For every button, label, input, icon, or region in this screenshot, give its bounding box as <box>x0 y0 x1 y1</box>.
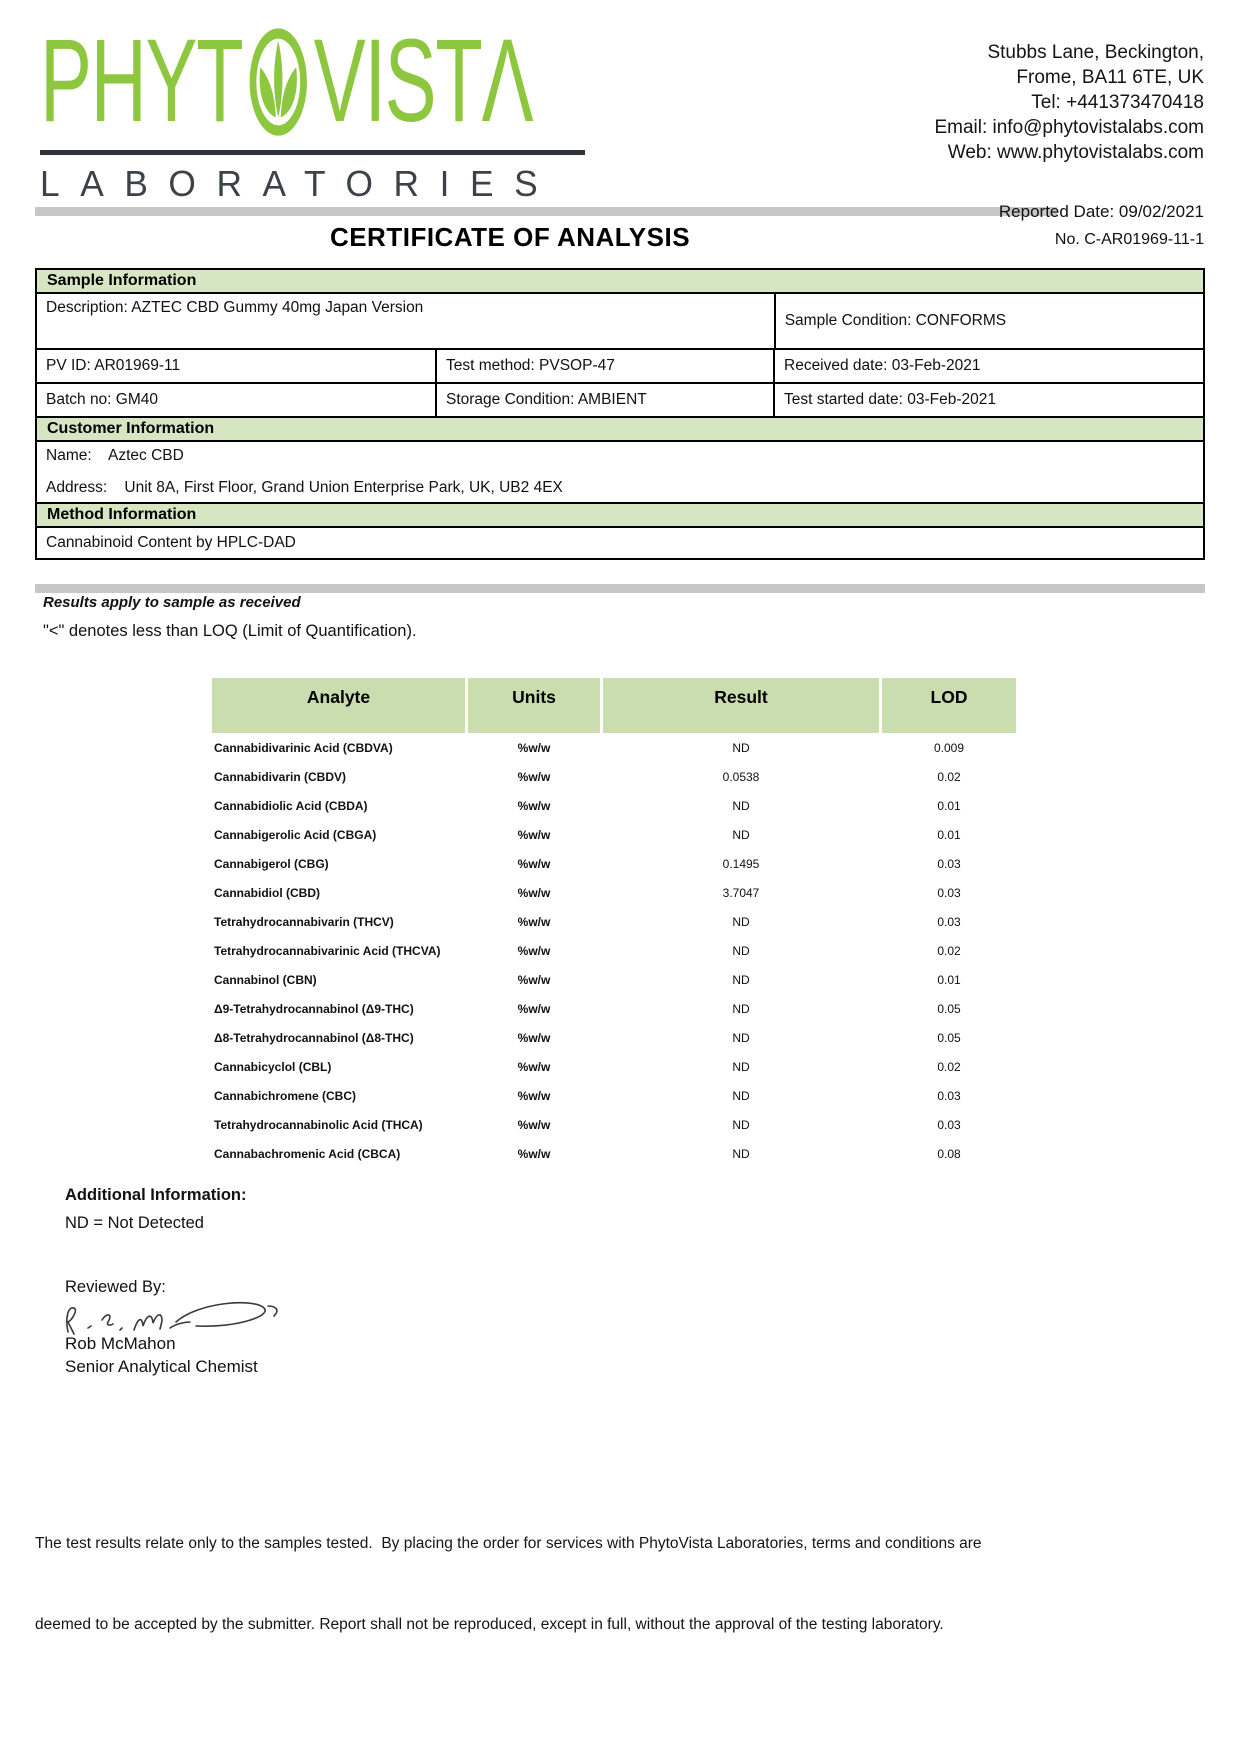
logo-text-left: PHYT <box>40 15 243 147</box>
received-date: Received date: 03-Feb-2021 <box>773 348 1205 384</box>
analyte-units: %w/w <box>517 1117 551 1132</box>
logo-wordmark <box>40 15 533 147</box>
analyte-lod: 0.01 <box>937 798 961 813</box>
table-row <box>212 849 1016 878</box>
analyte-result: ND <box>732 1088 750 1103</box>
analyte-units: %w/w <box>517 1059 551 1074</box>
analyte-units: %w/w <box>517 1001 551 1016</box>
analyte-lod: 0.009 <box>933 740 965 755</box>
analyte-name: Cannabigerol (CBG) <box>214 856 329 871</box>
analyte-result: 0.0538 <box>722 769 760 784</box>
analyte-lod: 0.01 <box>937 827 961 842</box>
header-divider-bar <box>35 207 1057 216</box>
footer-line1: The test results relate only to the samples tested. By placing the order for services with PhytoVista Laboratories, terms and conditions are <box>35 1535 982 1552</box>
test-method: Test method: PVSOP-47 <box>435 348 775 384</box>
section-divider-bar <box>35 584 1205 593</box>
report-number: No. C-AR01969-11-1 <box>1054 231 1204 248</box>
table-row <box>212 762 1016 791</box>
analyte-units: %w/w <box>517 943 551 958</box>
footer-line2: deemed to be accepted by the submitter. Report shall not be reproduced, except in full, without the approval of the testing laboratory. <box>35 1616 944 1633</box>
contact-address-line1: Stubbs Lane, Beckington, <box>987 42 1204 63</box>
analyte-result: ND <box>732 943 750 958</box>
analyte-result: ND <box>732 798 750 813</box>
analyte-name: Tetrahydrocannabivarinic Acid (THCVA) <box>214 943 441 958</box>
test-started-date: Test started date: 03-Feb-2021 <box>773 382 1205 418</box>
results-table <box>212 678 1016 1168</box>
pv-id: PV ID: AR01969-11 <box>35 348 437 384</box>
customer-name: Name: Aztec CBD <box>46 447 184 464</box>
analyte-lod: 0.02 <box>937 943 961 958</box>
analyte-result: ND <box>732 914 750 929</box>
sample-condition: Sample Condition: CONFORMS <box>774 292 1205 350</box>
analyte-name: Cannabidiolic Acid (CBDA) <box>214 798 368 813</box>
sample-batch-row <box>35 382 1205 418</box>
analyte-lod: 0.03 <box>937 1117 961 1132</box>
analyte-result: ND <box>732 1146 750 1161</box>
sample-ids-row <box>35 348 1205 384</box>
sample-description-row <box>35 292 1205 350</box>
analyte-units: %w/w <box>517 1088 551 1103</box>
analyte-units: %w/w <box>517 827 551 842</box>
analyte-result: ND <box>732 1001 750 1016</box>
analyte-name: Cannabinol (CBN) <box>214 972 317 987</box>
analyte-units: %w/w <box>517 914 551 929</box>
analyte-name: Δ9-Tetrahydrocannabinol (Δ9-THC) <box>214 1001 414 1016</box>
footer-disclaimer <box>35 1476 1210 1692</box>
analyte-name: Cannabidiol (CBD) <box>214 885 320 900</box>
column-header-lod: LOD <box>882 678 1016 733</box>
phytovista-logo <box>40 15 585 205</box>
analyte-lod: 0.03 <box>937 885 961 900</box>
column-header-units: Units <box>468 678 600 733</box>
results-table-header <box>212 678 1016 733</box>
reviewer-role: Senior Analytical Chemist <box>65 1357 258 1376</box>
analyte-lod: 0.02 <box>937 1059 961 1074</box>
logo-subtitle: LABORATORIES <box>40 163 559 204</box>
additional-information-title: Additional Information: <box>65 1186 247 1204</box>
logo-text-right: VISTΛ <box>313 15 533 147</box>
column-header-analyte: Analyte <box>212 678 465 733</box>
customer-information-header: Customer Information <box>35 416 1205 442</box>
table-row <box>212 878 1016 907</box>
analyte-result: ND <box>732 1030 750 1045</box>
table-row <box>212 820 1016 849</box>
reviewed-by-label: Reviewed By: <box>65 1278 166 1296</box>
analyte-lod: 0.03 <box>937 856 961 871</box>
analyte-result: ND <box>732 972 750 987</box>
storage-condition: Storage Condition: AMBIENT <box>435 382 775 418</box>
analyte-name: Cannabachromenic Acid (CBCA) <box>214 1146 401 1161</box>
analyte-lod: 0.05 <box>937 1030 961 1045</box>
analyte-units: %w/w <box>517 740 551 755</box>
table-row <box>212 936 1016 965</box>
method-information-box: Cannabinoid Content by HPLC-DAD <box>35 526 1205 560</box>
analyte-lod: 0.03 <box>937 914 961 929</box>
analyte-name: Tetrahydrocannabivarin (THCV) <box>214 914 394 929</box>
logo-divider-line <box>40 150 585 155</box>
analyte-name: Tetrahydrocannabinolic Acid (THCA) <box>214 1117 423 1132</box>
leaf-icon <box>244 26 313 138</box>
analyte-result: ND <box>732 827 750 842</box>
analyte-units: %w/w <box>517 769 551 784</box>
analyte-units: %w/w <box>517 972 551 987</box>
analyte-lod: 0.01 <box>937 972 961 987</box>
contact-address-line2: Frome, BA11 6TE, UK <box>1016 67 1204 89</box>
analyte-units: %w/w <box>517 798 551 813</box>
analyte-name: Cannabidivarin (CBDV) <box>214 769 347 784</box>
page-title: CERTIFICATE OF ANALYSIS <box>329 222 691 252</box>
analyte-result: ND <box>732 1059 750 1074</box>
results-note: Results apply to sample as received <box>43 594 301 611</box>
analyte-result: 3.7047 <box>722 885 760 900</box>
analyte-name: Δ8-Tetrahydrocannabinol (Δ8-THC) <box>214 1030 414 1045</box>
table-row <box>212 965 1016 994</box>
analyte-result: ND <box>732 740 750 755</box>
analyte-name: Cannabicyclol (CBL) <box>214 1059 332 1074</box>
batch-no: Batch no: GM40 <box>35 382 437 418</box>
analyte-name: Cannabichromene (CBC) <box>214 1088 357 1103</box>
analyte-name: Cannabidivarinic Acid (CBDVA) <box>214 740 393 755</box>
analyte-units: %w/w <box>517 856 551 871</box>
analyte-result: ND <box>732 1117 750 1132</box>
table-row <box>212 907 1016 936</box>
contact-email: Email: info@phytovistalabs.com <box>934 117 1204 139</box>
reviewer-name: Rob McMahon <box>65 1334 176 1353</box>
table-row <box>212 1139 1016 1168</box>
loq-note: "<" denotes less than LOQ (Limit of Quantification). <box>43 622 417 640</box>
table-row <box>212 994 1016 1023</box>
sample-description: Description: AZTEC CBD Gummy 40mg Japan Version <box>35 292 776 350</box>
nd-note: ND = Not Detected <box>65 1214 204 1232</box>
analyte-name: Cannabigerolic Acid (CBGA) <box>214 827 377 842</box>
analyte-units: %w/w <box>517 1030 551 1045</box>
table-row <box>212 1081 1016 1110</box>
table-row <box>212 791 1016 820</box>
analyte-units: %w/w <box>517 1146 551 1161</box>
contact-phone: Tel: +441373470418 <box>1031 92 1204 114</box>
analyte-result: 0.1495 <box>722 856 760 871</box>
table-row <box>212 1023 1016 1052</box>
info-sections <box>35 268 1205 560</box>
table-row <box>212 733 1016 762</box>
reported-date: Reported Date: 09/02/2021 <box>998 202 1204 221</box>
analyte-lod: 0.08 <box>937 1146 961 1161</box>
analyte-lod: 0.03 <box>937 1088 961 1103</box>
table-row <box>212 1110 1016 1139</box>
contact-web: Web: www.phytovistalabs.com <box>947 142 1204 164</box>
analyte-units: %w/w <box>517 885 551 900</box>
lab-contact-info <box>934 40 1204 165</box>
column-header-result: Result <box>603 678 879 733</box>
sample-information-header: Sample Information <box>35 268 1205 294</box>
table-row <box>212 1052 1016 1081</box>
analyte-lod: 0.02 <box>937 769 961 784</box>
customer-information-box <box>35 440 1205 504</box>
customer-address: Address: Unit 8A, First Floor, Grand Union Enterprise Park, UK, UB2 4EX <box>46 479 563 496</box>
analyte-lod: 0.05 <box>937 1001 961 1016</box>
method-information-header: Method Information <box>35 502 1205 528</box>
